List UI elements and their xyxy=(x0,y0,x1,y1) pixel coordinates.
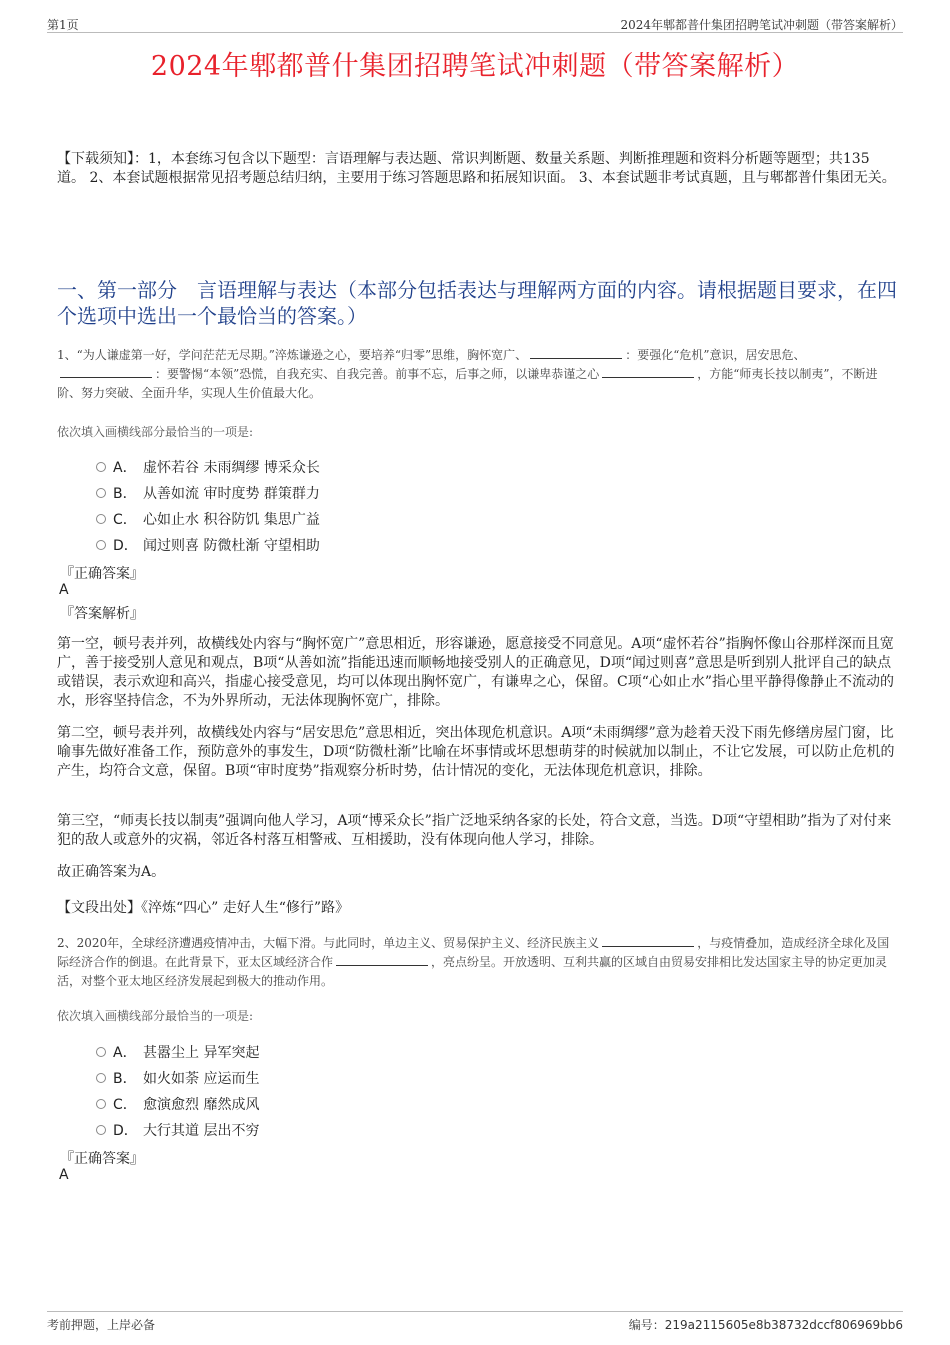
blank-line xyxy=(602,365,694,378)
code-label: 编号： xyxy=(628,1318,665,1332)
document-title: 2024年郫都普什集团招聘笔试冲刺题（带答案解析） xyxy=(150,51,800,82)
q2-option-b[interactable] xyxy=(96,1068,259,1088)
option-text: 从善如流 审时度势 群策群力 xyxy=(143,486,320,502)
blank-line xyxy=(60,365,152,378)
q2-option-d[interactable] xyxy=(96,1120,259,1140)
option-letter: B． xyxy=(113,486,137,502)
q1-text-part3: ：要警惕“本领”恐慌，自我充实、自我完善。前事不忘，后事之师，以谦卑恭谨之心 xyxy=(155,367,600,381)
question-2-prompt: 依次填入画横线部分最恰当的一项是: xyxy=(57,1009,254,1023)
q1-analysis-paragraph-1: 第一空，顿号表并列，故横线处内容与“胸怀宽广”意思相近，形容谦逊，愿意接受不同意见。A项“虚怀若谷”指胸怀像山谷那样深而且宽广，善于接受别人意见和观点，B项“从善如流”指能迅速而顺畅地接受别人的正确意见，D项“闻过则喜”意思是听到别人批评自己的缺点或错误，表示欢迎和高兴，指虚心接受意见，均可以体现出胸怀宽广，有谦卑之心，保留。C项“心如止水”指心里平静得像静止不流动的水，形容坚持信念，不为外界所动，无法体现胸怀宽广，排除。 xyxy=(57,636,895,709)
download-notice: 【下载须知】：1，本套练习包含以下题型：言语理解与表达题、常识判断题、数量关系题、判断推理题和资料分析题等题型；共135道。 2、本套试题根据常见招考题总结归纳，主要用于练习答题思路和拓展知识面。 3、本套试题非考试真题，且与郫都普什集团无关。 xyxy=(57,151,896,186)
option-text: 大行其道 层出不穷 xyxy=(143,1123,260,1139)
option-letter: D． xyxy=(113,1123,138,1139)
q1-source: 【文段出处】《淬炼“四心” 走好人生“修行”路》 xyxy=(57,900,350,916)
radio-icon[interactable] xyxy=(96,462,106,472)
option-text: 虚怀若谷 未雨绸缪 博采众长 xyxy=(143,460,320,476)
q1-analysis-conclusion: 故正确答案为A。 xyxy=(57,864,166,880)
page-header xyxy=(47,14,903,33)
question-1-prompt: 依次填入画横线部分最恰当的一项是: xyxy=(57,425,254,439)
radio-icon[interactable] xyxy=(96,1125,106,1135)
q2-text-part3: ，亮点纷呈。开放透明、互利共赢的区域自由贸易安排相比发达国家主导的协定更加灵活，对整个亚太地区经济发展起到极大的推动作用。 xyxy=(57,955,888,988)
q1-correct-answer-label: 『正确答案』 xyxy=(60,566,144,582)
radio-icon[interactable] xyxy=(96,1099,106,1109)
q1-analysis-label: 『答案解析』 xyxy=(60,606,144,622)
section-heading: 一、第一部分 言语理解与表达（本部分包括表达与理解两方面的内容。请根据题目要求，在四个选项中选出一个最恰当的答案。） xyxy=(57,278,897,328)
q1-text-part1: 1、“为人谦虚第一好，学问茫茫无尽期。”淬炼谦逊之心，要培养“归零”思维，胸怀宽广、 xyxy=(57,348,528,362)
page-number: 第1页 xyxy=(47,18,79,32)
blank-line xyxy=(336,953,428,966)
q2-option-c[interactable] xyxy=(96,1094,259,1114)
option-letter: D． xyxy=(113,538,138,554)
question-1-stem xyxy=(57,346,897,403)
document-code xyxy=(629,1316,903,1333)
radio-icon[interactable] xyxy=(96,514,106,524)
q1-option-c[interactable] xyxy=(96,509,320,529)
q1-option-d[interactable] xyxy=(96,535,320,555)
option-text: 如火如荼 应运而生 xyxy=(143,1071,260,1087)
q1-text-part2: ：要强化“危机”意识，居安思危、 xyxy=(625,348,806,362)
radio-icon[interactable] xyxy=(96,1073,106,1083)
q2-text-part1: 2、2020年，全球经济遭遇疫情冲击，大幅下滑。与此同时，单边主义、贸易保护主义、经济民族主义 xyxy=(57,936,600,950)
option-letter: B． xyxy=(113,1071,137,1087)
option-letter: A． xyxy=(113,460,137,476)
option-letter: C． xyxy=(113,512,137,528)
q1-analysis-paragraph-3: 第三空，“师夷长技以制夷”强调向他人学习，A项“博采众长”指广泛地采纳各家的长处，符合文意，当选。D项“守望相助”指为了对付来犯的敌人或意外的灾祸，邻近各村落互相警戒、互相援助，没有体现向他人学习，排除。 xyxy=(57,813,892,848)
radio-icon[interactable] xyxy=(96,1047,106,1057)
header-doc-title: 2024年郫都普什集团招聘笔试冲刺题（带答案解析） xyxy=(620,18,903,32)
radio-icon[interactable] xyxy=(96,540,106,550)
blank-line xyxy=(602,934,694,947)
code-value: 219a2115605e8b38732dccf806969bb6 xyxy=(664,1318,903,1332)
q1-option-b[interactable] xyxy=(96,483,320,503)
footer-slogan: 考前押题，上岸必备 xyxy=(47,1318,156,1332)
option-letter: C． xyxy=(113,1097,137,1113)
q2-text-part2: ，与疫情叠加，造成经济全球化及国际经济合作的倒退。在此背景下，亚太区域经济合作 xyxy=(57,936,890,969)
q1-text-part4: ，方能“师夷长技以制夷”，不断进阶、努力突破、全面升华，实现人生价值最大化。 xyxy=(57,367,878,400)
page-footer xyxy=(47,1311,903,1332)
q2-correct-answer-label: 『正确答案』 xyxy=(60,1151,144,1167)
q2-answer: A xyxy=(59,1167,69,1183)
option-text: 闻过则喜 防微杜渐 守望相助 xyxy=(143,538,320,554)
q2-option-a[interactable] xyxy=(96,1042,259,1062)
q1-answer: A xyxy=(59,582,69,598)
option-text: 心如止水 积谷防饥 集思广益 xyxy=(143,512,320,528)
option-text: 甚嚣尘上 异军突起 xyxy=(143,1045,260,1061)
q1-analysis-paragraph-2: 第二空，顿号表并列，故横线处内容与“居安思危”意思相近，突出体现危机意识。A项“未雨绸缪”意为趁着天没下雨先修缮房屋门窗，比喻事先做好准备工作，预防意外的事发生，D项“防微杜渐”比喻在坏事情或坏思想萌芽的时候就加以制止，不让它发展，可以防止危机的产生，均符合文意，保留。B项“审时度势”指观察分析时势，估计情况的变化，无法体现危机意识，排除。 xyxy=(57,725,895,779)
radio-icon[interactable] xyxy=(96,488,106,498)
option-letter: A． xyxy=(113,1045,137,1061)
q1-option-a[interactable] xyxy=(96,457,320,477)
question-2-stem xyxy=(57,934,897,991)
blank-line xyxy=(530,346,622,359)
option-text: 愈演愈烈 靡然成风 xyxy=(143,1097,260,1113)
